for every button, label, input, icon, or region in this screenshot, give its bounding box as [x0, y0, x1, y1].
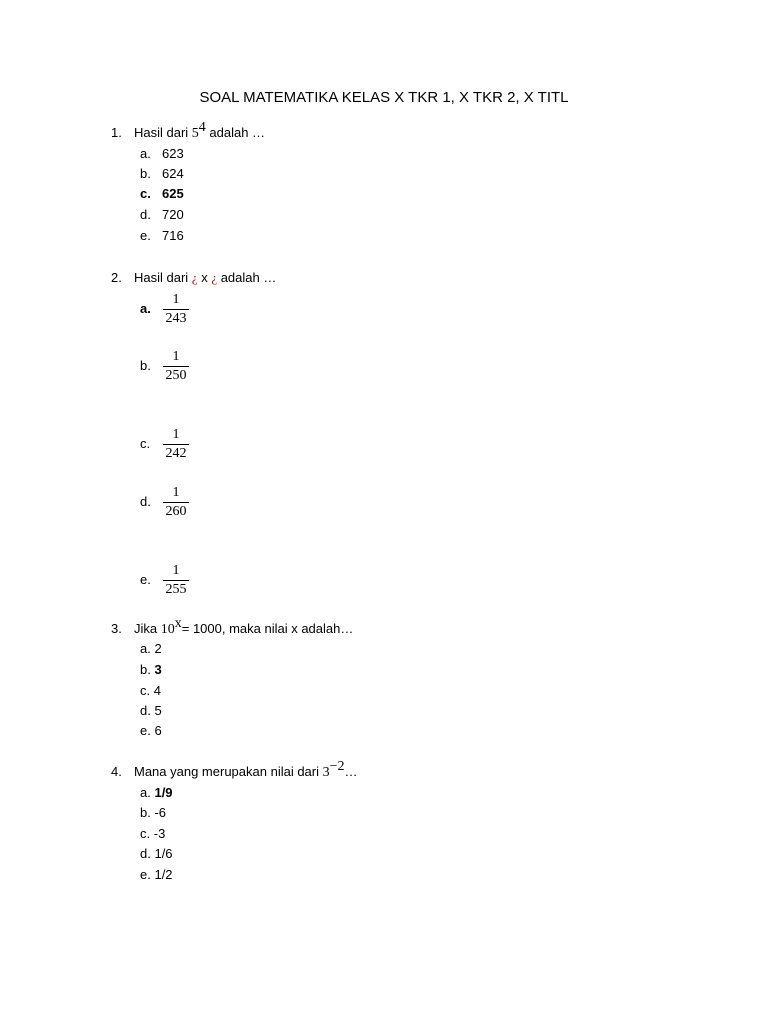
option: e. 1/2 [140, 867, 173, 882]
option-value: 720 [162, 207, 184, 222]
option-letter: e. [140, 228, 151, 243]
power-base: 5 [191, 126, 199, 141]
option-fraction: 1 243 [163, 292, 189, 326]
power-base: 3 [322, 765, 330, 780]
option: c. -3 [140, 826, 166, 841]
question-text: Jika $10^x= 1000$, maka nilai x adalah… [134, 616, 354, 637]
option-letter: d. [140, 207, 151, 222]
power-exponent: −2 [329, 759, 345, 774]
option-letter: d. [140, 494, 151, 509]
question-number: 3. [111, 621, 122, 636]
option-fraction: 1 242 [163, 427, 189, 461]
question-text: Hasil dari ¿ x ¿ adalah … [134, 270, 277, 285]
option-letter-correct: c. [140, 186, 151, 201]
option: d. 1/6 [140, 846, 173, 861]
option: e. 6 [140, 723, 162, 738]
option: d. 5 [140, 703, 162, 718]
option-value-correct: 625 [162, 186, 184, 201]
power-base: 10 [160, 622, 175, 637]
question-number: 1. [111, 125, 122, 140]
broken-equation-glyph: ¿ [211, 270, 218, 285]
option: b. -6 [140, 805, 167, 820]
broken-equation-glyph: ¿ [191, 270, 198, 285]
question-text: Hasil dari $5^4$ adalah … [134, 120, 266, 141]
option: a. 2 [140, 641, 162, 656]
option-fraction: 1 250 [163, 349, 189, 383]
question-text: Mana yang merupakan nilai dari $3^{-2}\dots$ [134, 759, 358, 780]
option: c. 4 [140, 683, 161, 698]
page-title: SOAL MATEMATIKA KELAS X TKR 1, X TKR 2, X TITL [199, 89, 569, 106]
option-letter: b. [140, 358, 151, 373]
option-fraction: 1 255 [163, 563, 189, 597]
power-exponent: 4 [198, 120, 206, 135]
option-correct: b. 3 [140, 662, 162, 677]
option-value: 624 [162, 166, 184, 181]
question-number: 4. [111, 764, 122, 779]
option-fraction: 1 260 [163, 485, 189, 519]
option-value: 716 [162, 228, 184, 243]
power-exponent: x [174, 616, 182, 631]
option-letter: e. [140, 572, 151, 587]
option-letter: c. [140, 436, 151, 451]
option-letter-correct: a. [140, 301, 151, 316]
option-value: 623 [162, 146, 184, 161]
option-correct: a. 1/9 [140, 785, 173, 800]
option-letter: a. [140, 146, 151, 161]
option-letter: b. [140, 166, 151, 181]
question-number: 2. [111, 270, 122, 285]
